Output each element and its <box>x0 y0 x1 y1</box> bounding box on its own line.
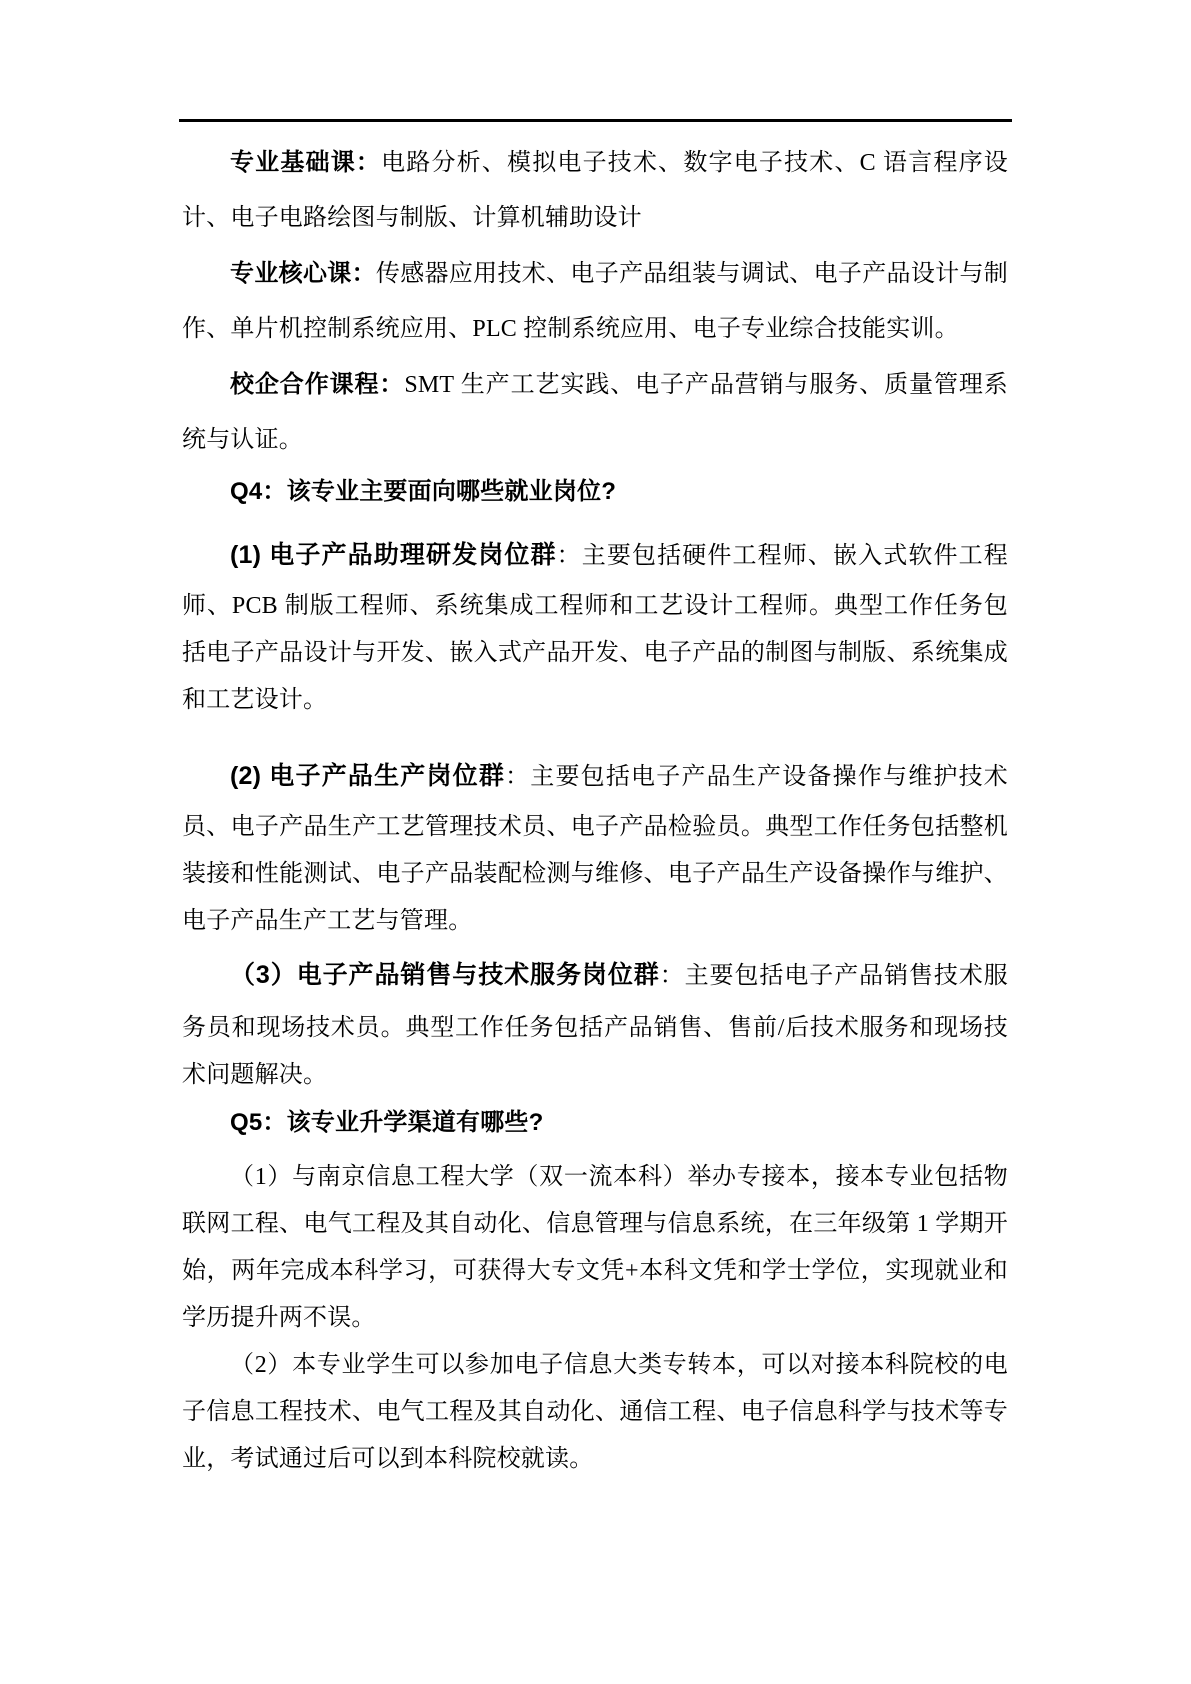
course-cooperation-text: SMT 生产工艺实践、电子产品营销与服务、质量管理系统与认证。 <box>182 372 1008 453</box>
q5-heading: Q5：该专业升学渠道有哪些? <box>230 1109 544 1136</box>
q4-job-group-3 <box>182 945 1008 1099</box>
q4-job-group-3-text: ：主要包括电子产品销售技术服务员和现场技术员。典型工作任务包括产品销售、售前/后技术服务和现场技术问题解决。 <box>182 963 1008 1088</box>
q4-job-group-2-text: ：主要包括电子产品生产设备操作与维护技术员、电子产品生产工艺管理技术员、电子产品检验员。典型工作任务包括整机装接和性能测试、电子产品装配检测与维修、电子产品生产设备操作与维护、电子产品生产工艺与管理。 <box>182 764 1009 934</box>
q4-heading: Q4：该专业主要面向哪些就业岗位? <box>230 478 617 505</box>
course-paragraph-cooperation <box>182 357 1008 468</box>
q4-job-group-3-label: （3）电子产品销售与技术服务岗位群 <box>230 961 660 989</box>
q5-paragraph-2: （2）本专业学生可以参加电子信息大类专转本，可以对接本科院校的电子信息工程技术、电气工程及其自动化、通信工程、电子信息科学与技术等专业，考试通过后可以到本科院校就读。 <box>182 1352 1008 1472</box>
course-basic-label: 专业基础课： <box>230 149 382 176</box>
course-core-label: 专业核心课： <box>230 260 376 287</box>
q5-paragraph-1: （1）与南京信息工程大学（双一流本科）举办专接本，接本专业包括物联网工程、电气工程及其自动化、信息管理与信息系统，在三年级第 1 学期开始，两年完成本科学习，可获得大专文凭+本科文凭和学士学位，实现就业和 学历提升两不误。 <box>182 1164 1008 1331</box>
q4-job-group-1 <box>182 527 1008 724</box>
course-basic-text: 电路分析、模拟电子技术、数字电子技术、C 语言程序设计、电子电路绘图与制版、计算机辅助设计 <box>182 150 1008 231</box>
course-paragraph-basic <box>182 135 1008 246</box>
q4-job-group-2-label: (2) 电子产品生产岗位群 <box>230 762 506 790</box>
q4-job-group-2 <box>182 748 1008 945</box>
course-core-text: 传感器应用技术、电子产品组装与调试、电子产品设计与制作、单片机控制系统应用、PLC 控制系统应用、电子专业综合技能实训。 <box>182 261 1009 342</box>
course-paragraph-core <box>182 246 1008 357</box>
document-body <box>182 0 1008 1483</box>
q4-job-group-1-text: ：主要包括硬件工程师、嵌入式软件工程师、PCB 制版工程师、系统集成工程师和工艺设计工程师。典型工作任务包括电子产品设计与开发、嵌入式产品开发、电子产品的制图与制版、系统集成和工艺设计。 <box>182 543 1008 713</box>
q4-job-group-1-label: (1) 电子产品助理研发岗位群 <box>230 541 557 569</box>
course-cooperation-label: 校企合作课程： <box>230 371 405 398</box>
